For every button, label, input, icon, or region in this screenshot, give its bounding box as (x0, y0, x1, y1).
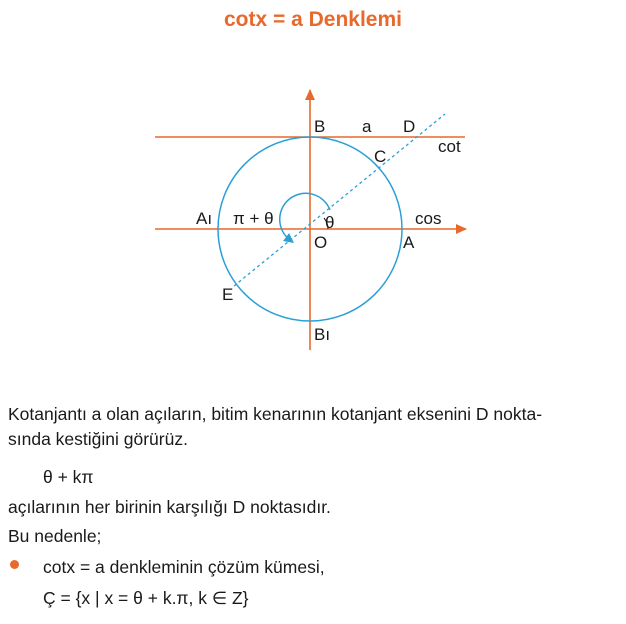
label-o: O (314, 233, 328, 252)
terminal-ray-dashed (234, 114, 445, 286)
label-d: D (403, 117, 416, 136)
label-pi-plus-theta: π + θ (233, 209, 274, 228)
paragraph-therefore: Bu nedenle; (8, 526, 102, 546)
page-title: cotx = a Denklemi (224, 8, 402, 31)
label-b: B (314, 117, 326, 136)
label-cos: cos (415, 209, 442, 228)
formula-theta-k-pi: θ + kπ (43, 467, 94, 487)
solution-set: Ç = {x | x = θ + k.π, k ∈ Z} (43, 588, 249, 608)
label-theta: θ (325, 213, 335, 232)
paragraph-line-1: Kotanjantı a olan açıların, bitim kenarının kotanjant eksenini D nokta- (8, 404, 543, 424)
bullet-item: cotx = a denkleminin çözüm kümesi, (43, 557, 325, 577)
label-c: C (374, 147, 387, 166)
paragraph-intro (8, 402, 620, 452)
label-b-prime: Bı (314, 325, 331, 344)
label-e: E (222, 285, 234, 304)
paragraph-line-2: sında kestiğini görürüz. (8, 429, 188, 449)
label-a-value: a (362, 117, 372, 136)
label-cot: cot (438, 137, 461, 156)
label-a: A (403, 233, 415, 252)
paragraph-d-point: açılarının her birinin karşılığı D noktasıdır. (8, 497, 331, 517)
label-a-prime: Aı (196, 209, 213, 228)
